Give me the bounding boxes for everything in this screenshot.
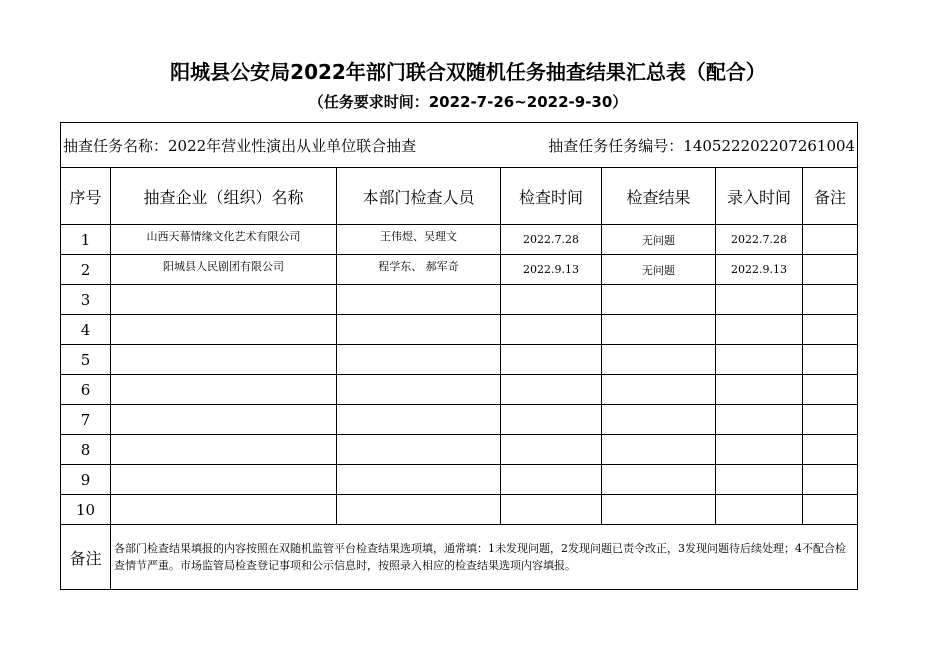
- remarks-label: 备注: [61, 525, 111, 590]
- remarks-row: [61, 525, 858, 590]
- header-entry-date: 录入时间: [716, 168, 803, 225]
- cell-inspectors: [337, 465, 501, 495]
- cell-company: [111, 375, 337, 405]
- task-number: 抽查任务任务编号：140522202207261004: [548, 136, 856, 155]
- cell-result: 无问题: [602, 225, 716, 255]
- cell-no: 4: [61, 315, 111, 345]
- cell-result: [602, 405, 716, 435]
- header-inspectors: 本部门检查人员: [337, 168, 501, 225]
- cell-result: [602, 285, 716, 315]
- cell-check-date: 2022.9.13: [501, 255, 602, 285]
- cell-entry-date: [716, 375, 803, 405]
- remarks-text: 各部门检查结果填报的内容按照在双随机监管平台检查结果选项填，通常填：1未发现问题，2发现问题已责令改正，3发现问题待后续处理；4不配合检查情节严重。市场监管局检查登记事项和公示信息时，按照录入相应的检查结果选项内容填报。: [111, 525, 858, 590]
- cell-result: [602, 345, 716, 375]
- cell-no: 6: [61, 375, 111, 405]
- cell-check-date: 2022.7.28: [501, 225, 602, 255]
- page-subtitle: （任务要求时间：2022-7-26~2022-9-30）: [308, 93, 628, 111]
- cell-no: 8: [61, 435, 111, 465]
- cell-entry-date: [716, 405, 803, 435]
- table-row: [61, 375, 858, 405]
- cell-note: [803, 495, 858, 525]
- cell-result: [602, 465, 716, 495]
- header-note: 备注: [803, 168, 858, 225]
- cell-inspectors: 程学东、 郝军奇: [337, 255, 501, 285]
- cell-company: [111, 315, 337, 345]
- cell-company: 阳城县人民剧团有限公司: [111, 255, 337, 285]
- cell-no: 1: [61, 225, 111, 255]
- cell-company: [111, 465, 337, 495]
- page-title: 阳城县公安局2022年部门联合双随机任务抽查结果汇总表（配合）: [170, 60, 766, 84]
- cell-note: [803, 285, 858, 315]
- table-row: [61, 225, 858, 255]
- cell-company: [111, 435, 337, 465]
- cell-inspectors: [337, 495, 501, 525]
- cell-entry-date: [716, 315, 803, 345]
- cell-note: [803, 465, 858, 495]
- cell-company: [111, 495, 337, 525]
- table-row: [61, 495, 858, 525]
- header-result: 检查结果: [602, 168, 716, 225]
- header-no: 序号: [61, 168, 111, 225]
- table-row: [61, 255, 858, 285]
- cell-inspectors: [337, 285, 501, 315]
- table-row: [61, 405, 858, 435]
- table-row: [61, 285, 858, 315]
- cell-inspectors: [337, 405, 501, 435]
- cell-entry-date: [716, 345, 803, 375]
- cell-entry-date: [716, 435, 803, 465]
- cell-note: [803, 315, 858, 345]
- cell-result: [602, 435, 716, 465]
- cell-no: 5: [61, 345, 111, 375]
- cell-result: [602, 375, 716, 405]
- cell-check-date: [501, 285, 602, 315]
- task-info-row: [61, 123, 858, 168]
- cell-note: [803, 375, 858, 405]
- header-company: 抽查企业（组织）名称: [111, 168, 337, 225]
- table-row: [61, 465, 858, 495]
- cell-company: [111, 345, 337, 375]
- cell-result: [602, 495, 716, 525]
- cell-check-date: [501, 405, 602, 435]
- cell-entry-date: 2022.9.13: [716, 255, 803, 285]
- table-row: [61, 435, 858, 465]
- results-table: [60, 122, 858, 590]
- cell-check-date: [501, 465, 602, 495]
- cell-note: [803, 405, 858, 435]
- cell-company: [111, 285, 337, 315]
- cell-note: [803, 255, 858, 285]
- cell-inspectors: 王伟煜、吴理文: [337, 225, 501, 255]
- cell-entry-date: [716, 465, 803, 495]
- cell-note: [803, 435, 858, 465]
- cell-check-date: [501, 495, 602, 525]
- cell-company: [111, 405, 337, 435]
- cell-note: [803, 225, 858, 255]
- cell-check-date: [501, 315, 602, 345]
- header-row: [61, 168, 858, 225]
- cell-entry-date: [716, 285, 803, 315]
- cell-no: 7: [61, 405, 111, 435]
- cell-check-date: [501, 435, 602, 465]
- header-check-date: 检查时间: [501, 168, 602, 225]
- cell-inspectors: [337, 375, 501, 405]
- cell-check-date: [501, 345, 602, 375]
- cell-no: 10: [61, 495, 111, 525]
- cell-result: [602, 315, 716, 345]
- cell-check-date: [501, 375, 602, 405]
- cell-entry-date: 2022.7.28: [716, 225, 803, 255]
- cell-company: 山西天幕情缘文化艺术有限公司: [111, 225, 337, 255]
- cell-no: 3: [61, 285, 111, 315]
- task-name: 抽查任务名称：2022年营业性演出从业单位联合抽查: [63, 136, 417, 155]
- cell-no: 2: [61, 255, 111, 285]
- cell-inspectors: [337, 315, 501, 345]
- cell-inspectors: [337, 435, 501, 465]
- cell-result: 无问题: [602, 255, 716, 285]
- cell-inspectors: [337, 345, 501, 375]
- table-row: [61, 345, 858, 375]
- cell-entry-date: [716, 495, 803, 525]
- cell-no: 9: [61, 465, 111, 495]
- cell-note: [803, 345, 858, 375]
- table-row: [61, 315, 858, 345]
